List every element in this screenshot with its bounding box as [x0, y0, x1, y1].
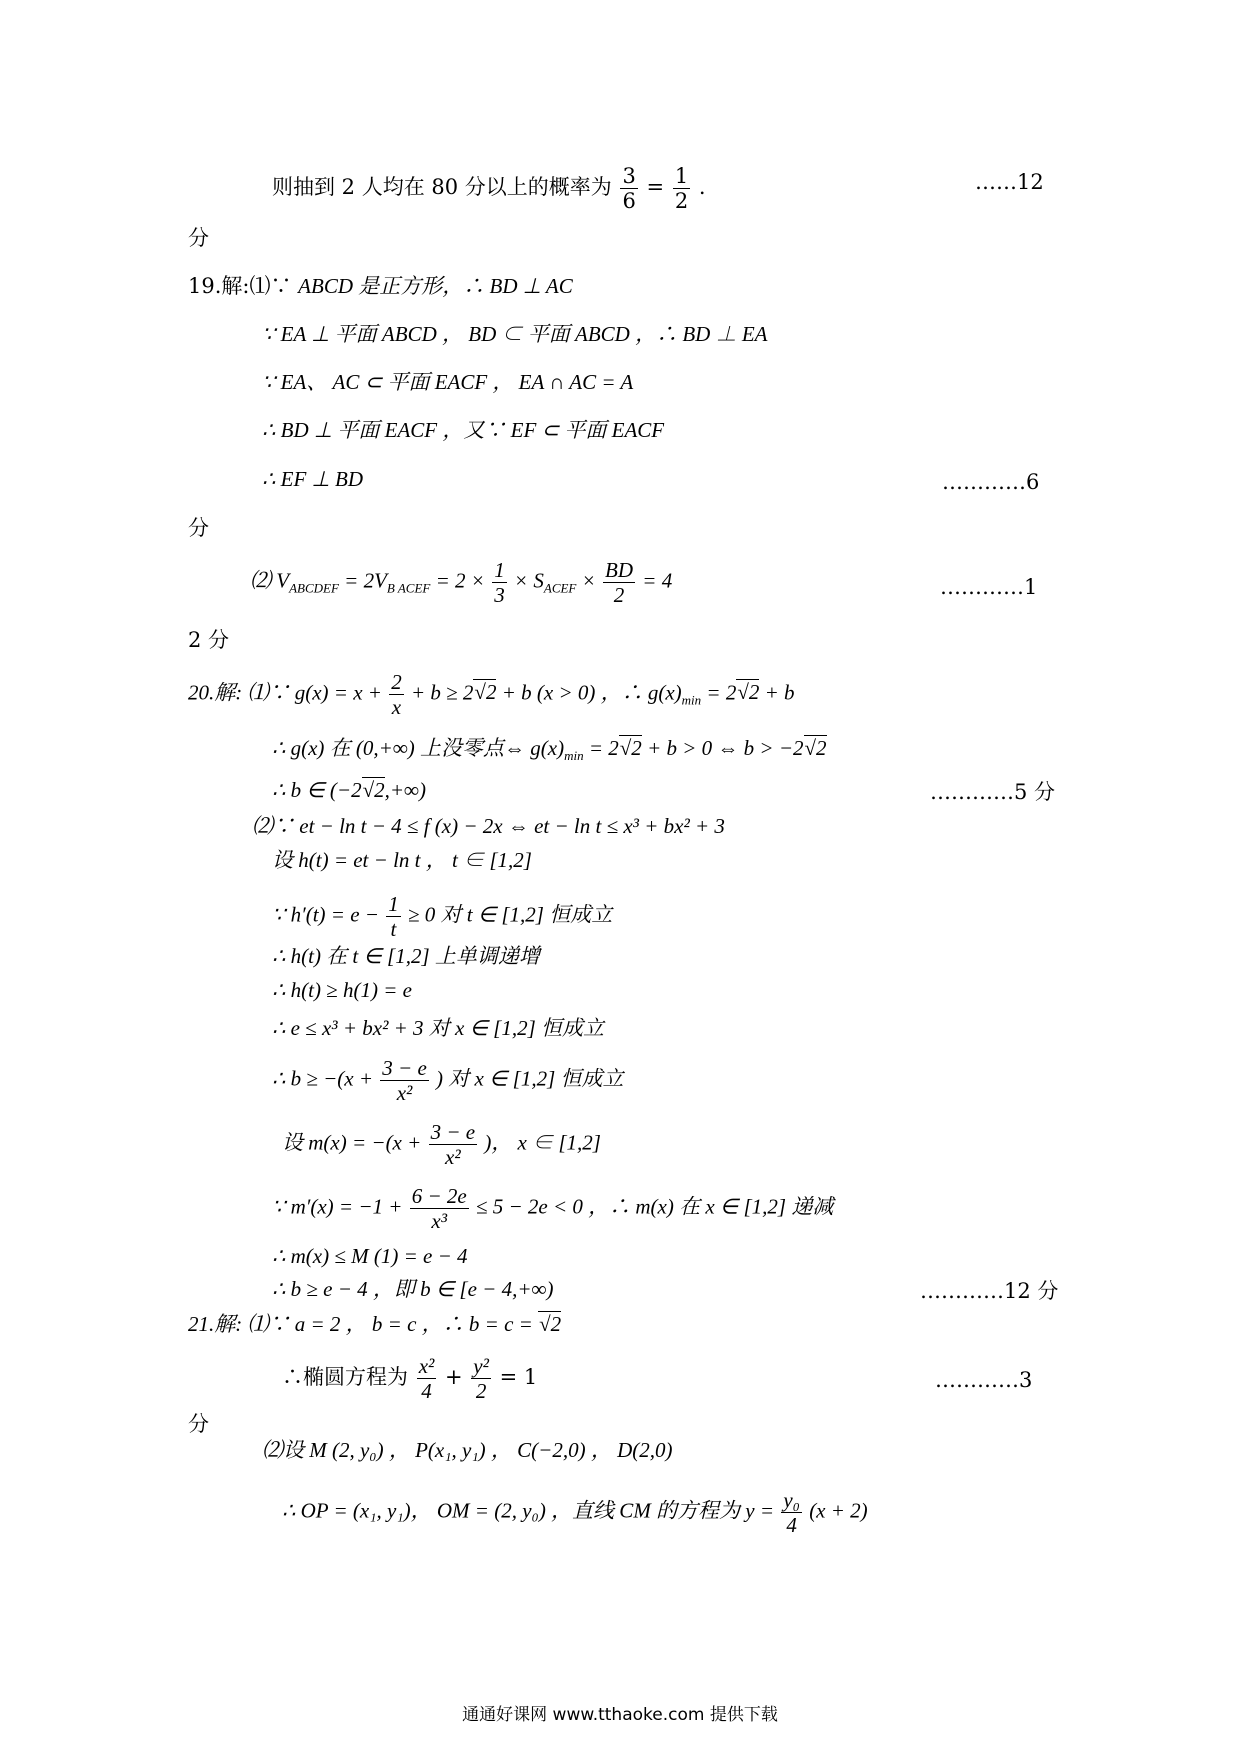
score-wrap: 分: [188, 1412, 209, 1436]
q20-line-3: ∴ b ∈ (−2√2,+∞): [272, 778, 426, 802]
q20-line-2: ∴ g(x) 在 (0,+∞) 上没零点⇔ $g(x)_{min} = 2√2 + b > 0$ ⇔ b > −2√2: [272, 736, 827, 764]
fraction: $\frac{1}{3}$: [494, 558, 505, 608]
q20-p2-line-9: ∵ m′(x) = −1 + $\frac{6 - 2e}{\text{x³}}$ ≤ 5 − 2e < 0 ，∴ m(x) 在 x ∈ [1,2] 递减: [272, 1184, 834, 1234]
fraction: $\frac{3 - e}{\text{x²}}$: [430, 1120, 476, 1170]
fraction: $\frac{1}{t}$: [388, 892, 399, 942]
score-wrap: 分: [188, 226, 209, 250]
q20-p2-line-2: 设 h(t) = et − ln t ， t ∈ [1,2]: [272, 848, 532, 872]
q20-p2-line-6: ∴ e ≤ x³ + bx² + 3 对 x ∈ [1,2] 恒成立: [272, 1016, 604, 1040]
q20-line-1: 20.解: ⑴∵ g(x) = x + $\frac{2}{x}$ + b ≥ 2√2 + b (x > 0) ，∴ $g(x)_{min} = 2√2 + b$: [188, 670, 795, 720]
sqrt: √2: [474, 680, 497, 705]
q21-p2-line-1: ⑵设 M (2, y₀) ， P(x₁, y₁) ， C(−2,0) ， D(2,0): [262, 1438, 673, 1462]
q20-p2-line-8: 设 m(x) = −(x + $\frac{3 - e}{\text{x²}}$ )， x ∈ [1,2]: [282, 1120, 601, 1170]
q20-p2-line-11: ∴ b ≥ e − 4 ，即 b ∈ [e − 4,+∞): [272, 1277, 554, 1301]
score-12b: …………1: [940, 575, 1038, 599]
sqrt: √2: [737, 680, 760, 705]
fraction: $\frac{6 - 2e}{\text{x³}}$: [411, 1184, 467, 1234]
fraction: $\frac{\text{y₀}}{4}$: [783, 1488, 800, 1538]
q20-p2-line-1: ⑵∵ et − ln t − 4 ≤ f (x) − 2x ⇔ et − ln t ≤ x³ + bx² + 3: [252, 814, 725, 838]
score-wrap: 分: [188, 516, 209, 540]
fraction: $\frac{\text{y²}}{2}$: [473, 1354, 489, 1404]
fraction: $\frac{BD}{2}$: [605, 558, 634, 608]
q20-p2-line-4: ∴ h(t) 在 t ∈ [1,2] 上单调递增: [272, 944, 540, 968]
q19-line-4: ∴ BD ⊥ 平面 EACF ，又∵ EF ⊂ 平面 EACF: [262, 418, 665, 442]
q19-line-1: 19.解:⑴∵ ABCD 是正方形，∴ BD ⊥ AC: [188, 274, 573, 298]
fraction: $\frac{2}{x}$: [391, 670, 402, 720]
q19-part2: ⑵ $V_{ABCDEF} = 2V_{B ACEF} = 2$ × $\frac{1}{3}$ × $S_{ACEF}$ × $\frac{BD}{2}$ = 4: [250, 558, 673, 608]
q20-p2-line-5: ∴ h(t) ≥ h(1) = e: [272, 978, 412, 1002]
score-3: …………3: [935, 1368, 1033, 1392]
score-6: …………6: [942, 470, 1040, 494]
score-wrap: 2 分: [188, 628, 230, 652]
footer-credit: 通通好课网 www.tthaoke.com 提供下载: [462, 1705, 778, 1725]
fraction: $\frac{3}{6}$: [622, 164, 636, 214]
q21-line-1: 21.解: ⑴∵ a = 2 ， b = c ，∴ b = c = √2: [188, 1312, 562, 1336]
score-5: …………5 分: [930, 780, 1056, 804]
q20-p2-line-7: ∴ b ≥ −(x + $\frac{3 - e}{\text{x²}}$ ) 对 x ∈ [1,2] 恒成立: [272, 1056, 624, 1106]
fraction: $\frac{\text{x²}}{4}$: [418, 1354, 435, 1404]
fraction: $\frac{1}{2}$: [674, 164, 689, 214]
fraction: $\frac{3 - e}{\text{x²}}$: [382, 1056, 427, 1106]
q20-p2-line-3: ∵ h′(t) = e − $\frac{1}{t}$ ≥ 0 对 t ∈ [1,2] 恒成立: [272, 892, 613, 942]
q21-p2-line-2: ∴ OP = (x₁, y₁)， OM = (2, y₀) ，直线 CM 的方程为 y = $\frac{\text{y₀}}{4}$ (x + 2): [282, 1488, 868, 1538]
q20-p2-line-10: ∴ m(x) ≤ M (1) = e − 4: [272, 1244, 468, 1268]
score-12c: …………12 分: [920, 1279, 1059, 1303]
q19-line-2: ∵ EA ⊥ 平面 ABCD ， BD ⊂ 平面 ABCD ，∴ BD ⊥ EA: [262, 322, 768, 346]
q19-line-5: ∴ EF ⊥ BD: [262, 467, 364, 491]
q21-line-2: ∴椭圆方程为 $\frac{\text{x²}}{4}$ + $\frac{\text{y²}}{2}$ = 1: [282, 1354, 538, 1404]
q19-line-3: ∵ EA、 AC ⊂ 平面 EACF ， EA ∩ AC = A: [262, 370, 634, 394]
score-12: ……12: [975, 170, 1044, 194]
prob-line: 则抽到 2 人均在 80 分以上的概率为 $\frac{3}{6}$ = $\frac{1}{2}$ .: [272, 164, 706, 214]
